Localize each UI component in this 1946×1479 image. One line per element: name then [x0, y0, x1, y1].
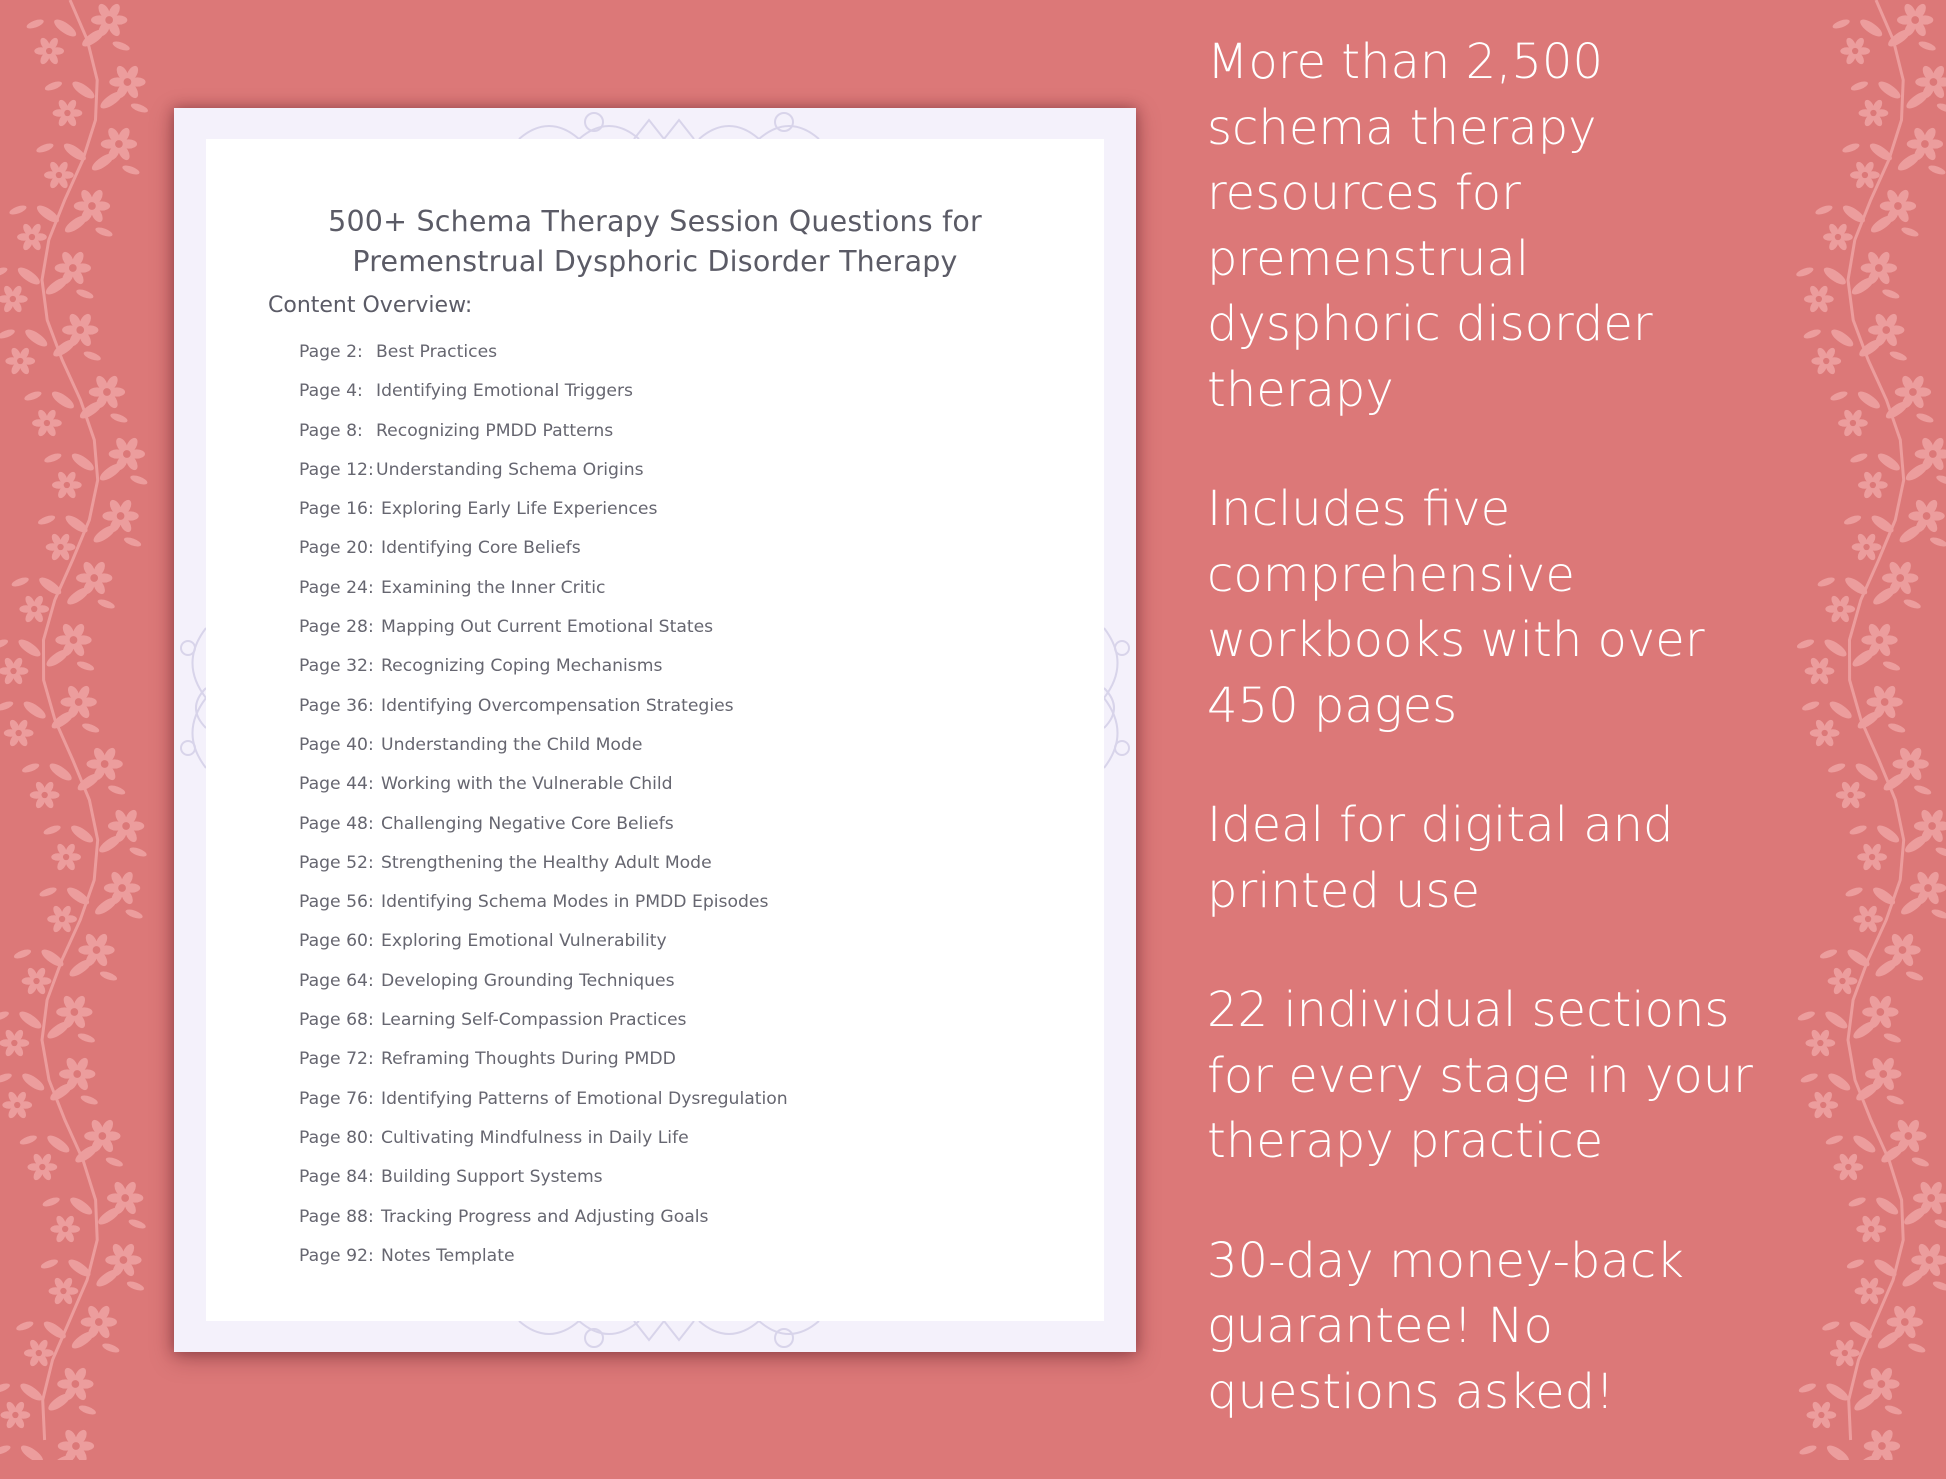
toc-page-number: Page 68:	[299, 1010, 374, 1031]
toc-item	[299, 616, 788, 655]
toc-page-number: Page 2:	[299, 342, 363, 362]
toc-page-number: Page 20:	[299, 538, 374, 559]
toc-page-number: Page 60:	[299, 931, 374, 952]
toc-topic: Identifying Core Beliefs	[381, 538, 581, 559]
toc-topic: Identifying Patterns of Emotional Dysregulation	[381, 1088, 788, 1109]
toc-topic: Identifying Emotional Triggers	[376, 381, 633, 402]
toc-topic: Recognizing PMDD Patterns	[376, 420, 614, 441]
toc-topic: Learning Self-Compassion Practices	[381, 1010, 687, 1031]
document-page	[206, 139, 1104, 1321]
toc-item	[299, 1009, 788, 1048]
toc-item	[299, 459, 788, 498]
toc-item	[299, 1048, 788, 1087]
table-of-contents	[299, 341, 788, 1284]
toc-item	[299, 577, 788, 616]
promo-line: therapy	[1207, 361, 1394, 418]
promo-line: 450 pages	[1207, 677, 1458, 734]
toc-page-number: Page 56:	[299, 892, 374, 913]
toc-topic: Mapping Out Current Emotional States	[381, 617, 714, 638]
toc-topic: Strengthening the Healthy Adult Mode	[381, 852, 712, 873]
toc-item	[299, 773, 788, 812]
promo-features	[1207, 30, 1807, 1479]
document-title	[206, 202, 1104, 282]
toc-page-number: Page 88:	[299, 1206, 374, 1227]
toc-topic: Developing Grounding Techniques	[381, 970, 675, 991]
promo-line: More than 2,500	[1207, 34, 1603, 90]
toc-item	[299, 734, 788, 773]
toc-item	[299, 1166, 788, 1205]
toc-topic: Working with the Vulnerable Child	[381, 774, 673, 795]
toc-item	[299, 498, 788, 537]
document-title-line-1: 500+ Schema Therapy Session Questions for	[328, 205, 982, 239]
toc-topic: Exploring Early Life Experiences	[381, 499, 658, 520]
toc-topic: Challenging Negative Core Beliefs	[381, 813, 674, 834]
promo-line: 30-day money-back	[1207, 1232, 1684, 1289]
toc-item	[299, 655, 788, 694]
promo-line: printed use	[1207, 862, 1480, 919]
promo-feature-guarantee	[1207, 1229, 1807, 1426]
toc-item	[299, 1245, 788, 1284]
floral-vine-icon	[1796, 0, 1946, 1460]
promo-line: resources for	[1207, 165, 1521, 221]
toc-topic: Best Practices	[376, 342, 498, 362]
toc-topic: Examining the Inner Critic	[381, 577, 606, 598]
toc-item	[299, 891, 788, 930]
toc-item	[299, 380, 788, 419]
toc-item	[299, 852, 788, 891]
toc-page-number: Page 4:	[299, 381, 363, 402]
toc-topic: Identifying Schema Modes in PMDD Episodes	[381, 892, 769, 913]
toc-topic: Cultivating Mindfulness in Daily Life	[381, 1127, 689, 1148]
promo-line: Ideal for digital and	[1207, 797, 1674, 853]
toc-page-number: Page 12:	[299, 459, 374, 480]
promo-line: questions asked!	[1207, 1363, 1615, 1420]
toc-topic: Understanding Schema Origins	[376, 459, 644, 480]
promo-line: schema therapy	[1207, 99, 1597, 156]
toc-page-number: Page 48:	[299, 813, 374, 834]
document-title-line-2: Premenstrual Dysphoric Disorder Therapy	[352, 245, 958, 279]
promo-feature-workbooks	[1207, 477, 1807, 739]
floral-border-left	[0, 0, 150, 1460]
toc-topic: Tracking Progress and Adjusting Goals	[381, 1206, 709, 1227]
promo-line: for every stage in your	[1207, 1047, 1753, 1104]
toc-page-number: Page 84:	[299, 1167, 374, 1188]
promo-line: dysphoric disorder	[1207, 296, 1653, 352]
promo-feature-format	[1207, 793, 1807, 924]
toc-page-number: Page 24:	[299, 577, 374, 598]
floral-vine-icon	[0, 0, 150, 1460]
toc-page-number: Page 8:	[299, 420, 363, 441]
promo-line: 22 individual sections	[1207, 982, 1730, 1038]
toc-item	[299, 1088, 788, 1127]
toc-topic: Identifying Overcompensation Strategies	[381, 695, 734, 716]
toc-item	[299, 813, 788, 852]
toc-page-number: Page 92:	[299, 1245, 374, 1266]
toc-page-number: Page 80:	[299, 1127, 374, 1148]
content-overview-heading: Content Overview:	[268, 293, 473, 318]
promo-line: Includes five	[1207, 481, 1511, 537]
toc-item	[299, 420, 788, 459]
promo-line: comprehensive	[1207, 546, 1575, 603]
promo-line: premenstrual	[1207, 230, 1530, 287]
toc-page-number: Page 72:	[299, 1049, 374, 1070]
toc-item	[299, 537, 788, 576]
toc-page-number: Page 32:	[299, 656, 374, 677]
document-preview	[174, 108, 1136, 1352]
toc-item	[299, 1206, 788, 1245]
toc-topic: Notes Template	[381, 1245, 515, 1266]
toc-page-number: Page 64:	[299, 970, 374, 991]
toc-page-number: Page 16:	[299, 499, 374, 520]
toc-item	[299, 930, 788, 969]
toc-topic: Exploring Emotional Vulnerability	[381, 931, 667, 952]
promo-line: therapy practice	[1207, 1113, 1604, 1169]
toc-page-number: Page 76:	[299, 1088, 374, 1109]
promo-feature-sections	[1207, 978, 1807, 1175]
toc-item	[299, 1127, 788, 1166]
toc-item	[299, 695, 788, 734]
toc-topic: Understanding the Child Mode	[381, 734, 643, 755]
toc-page-number: Page 44:	[299, 774, 374, 795]
toc-topic: Recognizing Coping Mechanisms	[381, 656, 663, 677]
toc-page-number: Page 40:	[299, 734, 374, 755]
toc-item	[299, 341, 788, 380]
promo-line: workbooks with over	[1207, 612, 1705, 668]
toc-item	[299, 970, 788, 1009]
toc-page-number: Page 52:	[299, 852, 374, 873]
toc-topic: Building Support Systems	[381, 1167, 603, 1188]
toc-page-number: Page 36:	[299, 695, 374, 716]
toc-page-number: Page 28:	[299, 617, 374, 638]
floral-border-right	[1796, 0, 1946, 1460]
promo-line: guarantee! No	[1207, 1298, 1553, 1354]
promo-feature-resources	[1207, 30, 1807, 423]
toc-topic: Reframing Thoughts During PMDD	[381, 1049, 676, 1070]
